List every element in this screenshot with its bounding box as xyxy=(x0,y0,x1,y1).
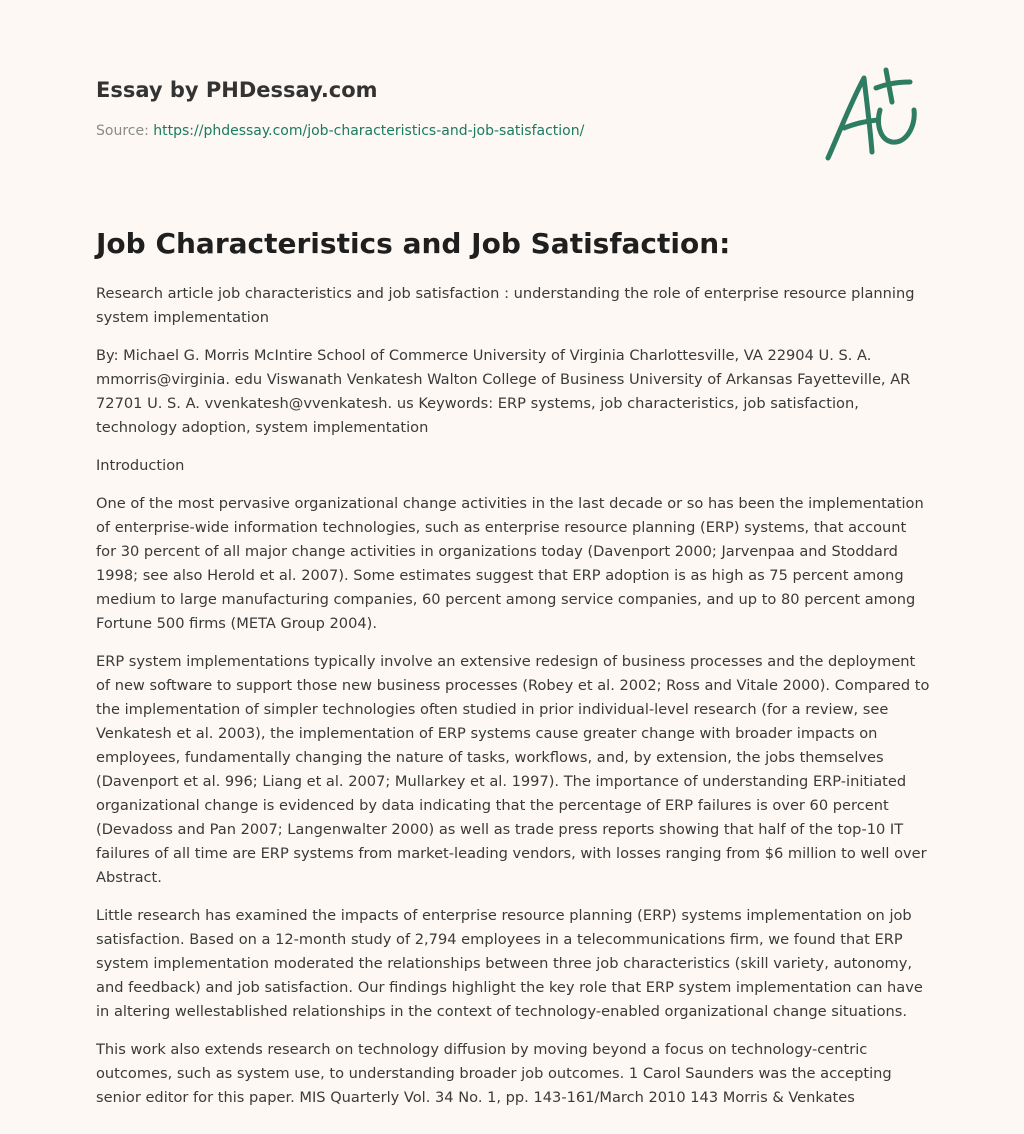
source-link[interactable]: https://phdessay.com/job-characteristics-and-job-satisfaction/ xyxy=(153,123,585,139)
article-paragraph: One of the most pervasive organizational change activities in the last decade or so has been the implementation of enterprise-wide information technologies, such as enterprise resource planning (ERP) systems, that account for 30 percent of all major change activities in organizations today (Davenport 2000; Jarvenpaa and Stoddard 1998; see also Herold et al. 2007). Some estimates suggest that ERP adoption is as high as 75 percent among medium to large manufacturing companies, 60 percent among service companies, and up to 80 percent among Fortune 500 firms (META Group 2004). xyxy=(96,495,924,632)
header xyxy=(96,76,796,141)
article xyxy=(96,224,930,1124)
source-label: Source: xyxy=(96,123,149,139)
article-subtitle: Research article job characteristics and job satisfaction : understanding the role of enterprise resource planning system implementation xyxy=(96,285,915,326)
site-brand: Essay by PHDessay.com xyxy=(96,78,378,102)
article-paragraph: ERP system implementations typically involve an extensive redesign of business processes and the deployment of new software to support those new business processes (Robey et al. 2002; Ross and Vitale 2000). Compared to the implementation of simpler technologies often studied in prior individual-level research (for a review, see Venkatesh et al. 2003), the implementation of ERP systems cause greater change with broader impacts on employees, fundamentally changing the nature of tasks, workflows, and, by extension, the jobs themselves (Davenport et al. 996; Liang et al. 2007; Mullarkey et al. 1997). The importance of understanding ERP-initiated organizational change is evidenced by data indicating that the percentage of ERP failures is over 60 percent (Devadoss and Pan 2007; Langenwalter 2000) as well as trade press reports showing that half of the top-10 IT failures of all time are ERP systems from market-leading vendors, with losses ranging from $6 million to well over Abstract. xyxy=(96,653,930,886)
section-heading-introduction: Introduction xyxy=(96,457,185,474)
article-paragraph: Little research has examined the impacts of enterprise resource planning (ERP) systems implementation on job satisfaction. Based on a 12-month study of 2,794 employees in a telecommunications firm, we found that ERP system implementation moderated the relationships between three job characteristics (skill variety, autonomy, and feedback) and job satisfaction. Our findings highlight the key role that ERP system implementation can have in altering wellestablished relationships in the context of technology-enabled organizational change situations. xyxy=(96,907,923,1020)
article-paragraph: This work also extends research on technology diffusion by moving beyond a focus on technology-centric outcomes, such as system use, to understanding broader job outcomes. 1 Carol Saunders was the accepting senior editor for this paper. MIS Quarterly Vol. 34 No. 1, pp. 143-161/March 2010 143 Morris & Venkates xyxy=(96,1041,892,1106)
article-title: Job Characteristics and Job Satisfaction: xyxy=(96,227,731,260)
source-line xyxy=(96,121,796,141)
article-authors: By: Michael G. Morris McIntire School of Commerce University of Virginia Charlottesville, VA 22904 U. S. A. mmorris@virginia. edu Viswanath Venkatesh Walton College of Business University of Arkansas Fayetteville, AR 72701 U. S. A. vvenkatesh@vvenkatesh. us Keywords: ERP systems, job characteristics, job satisfaction, technology adoption, system implementation xyxy=(96,347,911,436)
a-plus-logo-icon xyxy=(820,66,930,166)
